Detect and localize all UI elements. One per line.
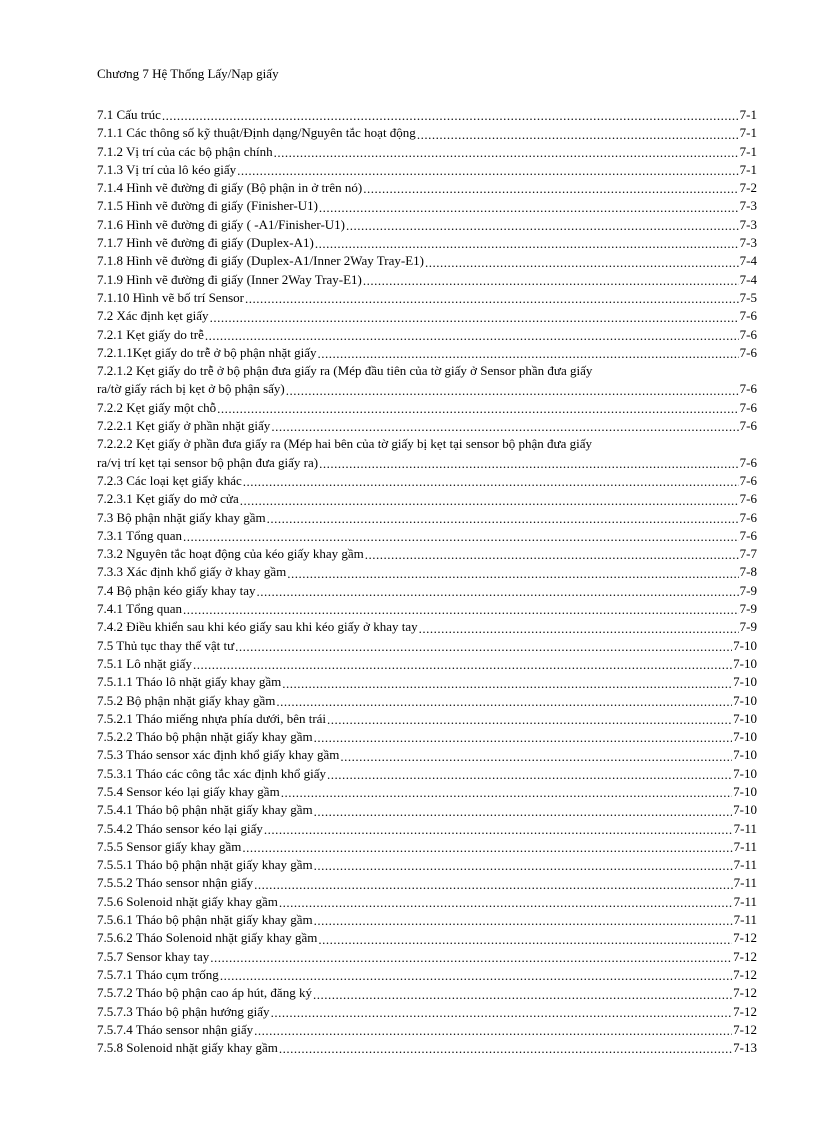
toc-entry-label: 7.1.9 Hình vẽ đường đi giấy (Inner 2Way Tray-E1) bbox=[97, 271, 362, 287]
dot-leader bbox=[245, 294, 739, 304]
dot-leader bbox=[193, 660, 732, 670]
dot-leader bbox=[327, 715, 732, 725]
table-of-contents bbox=[97, 106, 757, 1057]
toc-entry-label: 7.5.7.4 Tháo sensor nhận giấy bbox=[97, 1021, 254, 1037]
dot-leader bbox=[425, 258, 739, 268]
toc-entry-label: 7.1.7 Hình vẽ đường đi giấy (Duplex-A1) bbox=[97, 235, 314, 251]
toc-entry-label: 7.5.7 Sensor khay tay bbox=[97, 948, 210, 964]
dot-leader bbox=[183, 605, 739, 615]
toc-entry-page-number: 7-6 bbox=[739, 472, 757, 488]
dot-leader bbox=[318, 349, 739, 359]
toc-entry-page-number: 7-9 bbox=[739, 582, 757, 598]
toc-entry-page-number: 7-9 bbox=[739, 601, 757, 617]
dot-leader bbox=[363, 276, 739, 286]
dot-leader bbox=[235, 642, 732, 652]
toc-entry-label: 7.5.1 Lô nhặt giấy bbox=[97, 655, 192, 671]
dot-leader bbox=[237, 166, 739, 176]
dot-leader bbox=[220, 971, 732, 981]
toc-entry-label: 7.5.7.1 Tháo cụm trống bbox=[97, 966, 219, 982]
toc-entry-page-number: 7-5 bbox=[739, 289, 757, 305]
dot-leader bbox=[210, 953, 732, 963]
toc-entry bbox=[97, 307, 757, 325]
toc-entry bbox=[97, 966, 757, 984]
toc-entry bbox=[97, 948, 757, 966]
toc-entry bbox=[97, 783, 757, 801]
toc-entry bbox=[97, 563, 757, 581]
dot-leader bbox=[274, 148, 739, 158]
dot-leader bbox=[319, 459, 739, 469]
toc-entry-page-number: 7-11 bbox=[733, 838, 757, 854]
toc-entry bbox=[97, 545, 757, 563]
toc-entry-page-number: 7-11 bbox=[733, 893, 757, 909]
toc-entry bbox=[97, 509, 757, 527]
toc-entry-page-number: 7-6 bbox=[739, 418, 757, 434]
toc-entry-page-number: 7-10 bbox=[733, 747, 757, 763]
toc-entry bbox=[97, 746, 757, 764]
dot-leader bbox=[340, 752, 732, 762]
toc-entry bbox=[97, 527, 757, 545]
toc-entry bbox=[97, 838, 757, 856]
dot-leader bbox=[287, 569, 738, 579]
toc-entry-page-number: 7-10 bbox=[733, 802, 757, 818]
toc-entry-page-number: 7-2 bbox=[739, 180, 757, 196]
toc-entry-page-number: 7-4 bbox=[739, 253, 757, 269]
dot-leader bbox=[315, 239, 739, 249]
toc-entry-label: 7.1 Cấu trúc bbox=[97, 107, 161, 122]
toc-entry bbox=[97, 692, 757, 710]
toc-entry-page-number: 7-6 bbox=[739, 344, 757, 360]
toc-entry bbox=[97, 326, 757, 344]
toc-entry-label: 7.5.7.3 Tháo bộ phận hướng giấy bbox=[97, 1003, 270, 1019]
toc-entry bbox=[97, 106, 757, 124]
dot-leader bbox=[314, 861, 733, 871]
toc-entry-label: 7.5.2.2 Tháo bộ phận nhặt giấy khay gầm bbox=[97, 729, 313, 745]
toc-entry-label: 7.5.6.1 Tháo bộ phận nhặt giấy khay gầm bbox=[97, 912, 313, 928]
toc-entry-page-number: 7-10 bbox=[733, 674, 757, 690]
dot-leader bbox=[313, 990, 732, 1000]
dot-leader bbox=[318, 935, 732, 945]
toc-entry-page-number: 7-1 bbox=[739, 125, 757, 141]
toc-entry-label: 7.2 Xác định kẹt giấy bbox=[97, 308, 209, 324]
dot-leader bbox=[279, 1044, 732, 1054]
toc-entry bbox=[97, 362, 757, 399]
toc-entry-label: 7.5.6 Solenoid nhặt giấy khay gầm bbox=[97, 893, 278, 909]
dot-leader bbox=[243, 477, 739, 487]
toc-entry-label: 7.1.3 Vị trí của lô kéo giấy bbox=[97, 161, 237, 177]
toc-entry-label: 7.5.4 Sensor kéo lại giấy khay gầm bbox=[97, 783, 280, 799]
toc-entry-page-number: 7-9 bbox=[739, 619, 757, 635]
dot-leader bbox=[271, 1008, 733, 1018]
dot-leader bbox=[281, 788, 732, 798]
dot-leader bbox=[276, 697, 732, 707]
toc-entry-page-number: 7-12 bbox=[733, 948, 757, 964]
toc-entry-label: 7.2.1 Kẹt giấy do trễ bbox=[97, 326, 204, 342]
toc-entry bbox=[97, 1039, 757, 1057]
toc-entry-label: 7.1.10 Hình vẽ bố trí Sensor bbox=[97, 289, 244, 305]
toc-entry-label: ra/vị trí kẹt tại sensor bộ phận đưa giấy ra) bbox=[97, 454, 319, 470]
toc-entry bbox=[97, 856, 757, 874]
chapter-title: Chương 7 Hệ Thống Lấy/Nạp giấy bbox=[97, 66, 279, 81]
toc-entry-label: 7.5.4.1 Tháo bộ phận nhặt giấy khay gầm bbox=[97, 802, 313, 818]
dot-leader bbox=[417, 130, 739, 140]
toc-entry bbox=[97, 472, 757, 490]
document-page bbox=[97, 64, 757, 1057]
toc-entry bbox=[97, 252, 757, 270]
toc-entry-label: 7.5.3 Tháo sensor xác định khổ giấy khay gầm bbox=[97, 747, 340, 763]
toc-entry-page-number: 7-12 bbox=[733, 930, 757, 946]
toc-entry-page-number: 7-10 bbox=[733, 710, 757, 726]
toc-entry bbox=[97, 710, 757, 728]
toc-entry-page-number: 7-10 bbox=[733, 692, 757, 708]
toc-entry bbox=[97, 161, 757, 179]
toc-entry bbox=[97, 893, 757, 911]
toc-entry-label: 7.1.5 Hình vẽ đường đi giấy (Finisher-U1) bbox=[97, 198, 318, 214]
toc-entry-label: 7.2.2.2 Kẹt giấy ở phần đưa giấy ra (Mép hai bên của tờ giấy bị kẹt tại sensor bộ phận đưa giấy bbox=[97, 436, 592, 452]
toc-entry-page-number: 7-11 bbox=[733, 820, 757, 836]
dot-leader bbox=[254, 1026, 732, 1036]
toc-entry-label: 7.5.3.1 Tháo các công tắc xác định khổ giấy bbox=[97, 765, 326, 781]
toc-entry bbox=[97, 673, 757, 691]
dot-leader bbox=[254, 880, 733, 890]
toc-entry bbox=[97, 490, 757, 508]
toc-entry-page-number: 7-10 bbox=[733, 783, 757, 799]
toc-entry bbox=[97, 399, 757, 417]
toc-entry bbox=[97, 289, 757, 307]
toc-entry-label: 7.5.5.2 Tháo sensor nhận giấy bbox=[97, 875, 254, 891]
toc-entry-label: 7.3.3 Xác định khổ giấy ở khay gầm bbox=[97, 564, 287, 580]
toc-entry-label: 7.1.1 Các thông số kỹ thuật/Định dạng/Nguyên tắc hoạt động bbox=[97, 125, 416, 141]
toc-entry bbox=[97, 344, 757, 362]
dot-leader bbox=[271, 422, 738, 432]
toc-entry-page-number: 7-10 bbox=[733, 729, 757, 745]
toc-entry-label: 7.3.2 Nguyên tắc hoạt động của kéo giấy khay gầm bbox=[97, 546, 364, 562]
toc-entry-page-number: 7-13 bbox=[733, 1040, 757, 1056]
toc-entry-page-number: 7-12 bbox=[733, 1003, 757, 1019]
toc-entry-label: 7.2.3.1 Kẹt giấy do mở cửa bbox=[97, 491, 239, 507]
toc-entry bbox=[97, 1003, 757, 1021]
toc-entry bbox=[97, 179, 757, 197]
toc-entry bbox=[97, 216, 757, 234]
toc-entry-label: 7.5.5 Sensor giấy khay gầm bbox=[97, 838, 242, 854]
toc-entry-page-number: 7-6 bbox=[739, 326, 757, 342]
toc-entry bbox=[97, 637, 757, 655]
toc-entry-label: 7.5.5.1 Tháo bộ phận nhặt giấy khay gầm bbox=[97, 857, 313, 873]
toc-entry bbox=[97, 143, 757, 161]
toc-entry bbox=[97, 728, 757, 746]
dot-leader bbox=[346, 221, 739, 231]
dot-leader bbox=[327, 770, 732, 780]
toc-entry-page-number: 7-10 bbox=[733, 637, 757, 653]
toc-entry-label: 7.2.2.1 Kẹt giấy ở phần nhặt giấy bbox=[97, 418, 271, 434]
toc-entry-page-number: 7-6 bbox=[739, 491, 757, 507]
toc-entry-label: 7.5.4.2 Tháo sensor kéo lại giấy bbox=[97, 820, 263, 836]
toc-entry-label: 7.4.1 Tổng quan bbox=[97, 601, 182, 617]
toc-entry-label: 7.4 Bộ phận kéo giấy khay tay bbox=[97, 582, 256, 598]
dot-leader bbox=[279, 898, 733, 908]
dot-leader bbox=[314, 916, 733, 926]
toc-entry-page-number: 7-11 bbox=[733, 875, 757, 891]
toc-entry-page-number: 7-8 bbox=[739, 564, 757, 580]
toc-entry bbox=[97, 911, 757, 929]
toc-entry bbox=[97, 655, 757, 673]
toc-entry-page-number: 7-6 bbox=[739, 308, 757, 324]
dot-leader bbox=[210, 313, 739, 323]
toc-entry-label: 7.1.6 Hình vẽ đường đi giấy ( -A1/Finisher-U1) bbox=[97, 216, 345, 232]
toc-entry bbox=[97, 984, 757, 1002]
dot-leader bbox=[419, 624, 739, 634]
toc-entry bbox=[97, 618, 757, 636]
toc-entry-page-number: 7-11 bbox=[733, 857, 757, 873]
dot-leader bbox=[319, 203, 739, 213]
toc-entry-label: 7.5.2.1 Tháo miếng nhựa phía dưới, bên trái bbox=[97, 710, 327, 726]
dot-leader bbox=[183, 532, 739, 542]
toc-entry-label: ra/tờ giấy rách bị kẹt ở bộ phận sấy) bbox=[97, 381, 285, 397]
toc-entry-label: 7.2.2 Kẹt giấy một chỗ bbox=[97, 399, 217, 415]
toc-entry bbox=[97, 417, 757, 435]
dot-leader bbox=[217, 404, 739, 414]
dot-leader bbox=[205, 331, 739, 341]
toc-entry-label: 7.2.1.2 Kẹt giấy do trễ ở bộ phận đưa giấy ra (Mép đầu tiên của tờ giấy ở Sensor phần đưa giấy bbox=[97, 363, 593, 379]
toc-entry bbox=[97, 124, 757, 142]
toc-entry-page-number: 7-1 bbox=[739, 161, 757, 177]
dot-leader bbox=[365, 550, 739, 560]
toc-entry-page-number: 7-6 bbox=[739, 381, 757, 397]
toc-entry-page-number: 7-6 bbox=[739, 454, 757, 470]
toc-entry-label: 7.5 Thủ tục thay thế vật tư bbox=[97, 637, 235, 653]
dot-leader bbox=[264, 825, 733, 835]
toc-entry-page-number: 7-12 bbox=[733, 985, 757, 1001]
toc-entry-label: 7.3.1 Tổng quan bbox=[97, 527, 182, 543]
toc-entry bbox=[97, 271, 757, 289]
toc-entry-page-number: 7-3 bbox=[739, 216, 757, 232]
toc-entry-page-number: 7-10 bbox=[733, 655, 757, 671]
toc-entry-label: 7.1.2 Vị trí của các bộ phận chính bbox=[97, 143, 273, 159]
dot-leader bbox=[314, 733, 732, 743]
toc-entry-page-number: 7-7 bbox=[739, 546, 757, 562]
toc-entry-line bbox=[97, 362, 757, 380]
dot-leader bbox=[363, 184, 738, 194]
toc-entry-label: 7.3 Bộ phận nhặt giấy khay gầm bbox=[97, 509, 266, 525]
toc-entry bbox=[97, 234, 757, 252]
toc-entry bbox=[97, 801, 757, 819]
toc-entry-page-number: 7-6 bbox=[739, 527, 757, 543]
toc-entry-page-number: 7-12 bbox=[733, 966, 757, 982]
toc-entry-label: 7.5.2 Bộ phận nhặt giấy khay gầm bbox=[97, 692, 276, 708]
toc-entry-page-number: 7-3 bbox=[739, 235, 757, 251]
toc-entry-label: 7.2.1.1Kẹt giấy do trễ ở bộ phận nhặt giấy bbox=[97, 344, 317, 360]
toc-entry-page-number: 7-4 bbox=[739, 271, 757, 287]
toc-entry bbox=[97, 765, 757, 783]
toc-entry-label: 7.5.7.2 Tháo bộ phận cao áp hút, đăng ký bbox=[97, 985, 312, 1001]
toc-entry-page-number: 7-1 bbox=[739, 107, 757, 122]
toc-entry-label: 7.5.8 Solenoid nhặt giấy khay gầm bbox=[97, 1040, 278, 1056]
toc-entry bbox=[97, 582, 757, 600]
dot-leader bbox=[282, 679, 732, 689]
toc-entry-line bbox=[97, 380, 757, 398]
dot-leader bbox=[240, 496, 739, 506]
toc-entry bbox=[97, 874, 757, 892]
toc-entry-page-number: 7-10 bbox=[733, 765, 757, 781]
toc-entry-line bbox=[97, 454, 757, 472]
toc-entry-page-number: 7-6 bbox=[739, 509, 757, 525]
dot-leader bbox=[242, 843, 732, 853]
toc-entry-page-number: 7-6 bbox=[739, 399, 757, 415]
toc-entry bbox=[97, 600, 757, 618]
toc-entry bbox=[97, 435, 757, 472]
dot-leader bbox=[267, 514, 739, 524]
toc-entry-label: 7.1.8 Hình vẽ đường đi giấy (Duplex-A1/Inner 2Way Tray-E1) bbox=[97, 253, 424, 269]
toc-entry-label: 7.1.4 Hình vẽ đường đi giấy (Bộ phận in ở trên nó) bbox=[97, 180, 363, 196]
dot-leader bbox=[162, 111, 739, 121]
toc-entry-label: 7.4.2 Điều khiển sau khi kéo giấy sau khi kéo giấy ở khay tay bbox=[97, 619, 418, 635]
toc-entry-page-number: 7-1 bbox=[739, 143, 757, 159]
dot-leader bbox=[286, 386, 739, 396]
toc-entry-label: 7.5.6.2 Tháo Solenoid nhặt giấy khay gầm bbox=[97, 930, 318, 946]
toc-entry bbox=[97, 1021, 757, 1039]
toc-entry bbox=[97, 197, 757, 215]
toc-entry bbox=[97, 820, 757, 838]
toc-entry-label: 7.2.3 Các loại kẹt giấy khác bbox=[97, 472, 242, 488]
toc-entry bbox=[97, 929, 757, 947]
toc-entry-page-number: 7-11 bbox=[733, 912, 757, 928]
toc-entry-page-number: 7-12 bbox=[733, 1021, 757, 1037]
dot-leader bbox=[314, 807, 732, 817]
toc-entry-label: 7.5.1.1 Tháo lô nhặt giấy khay gầm bbox=[97, 674, 282, 690]
dot-leader bbox=[257, 587, 739, 597]
toc-entry-line bbox=[97, 435, 757, 453]
toc-entry-page-number: 7-3 bbox=[739, 198, 757, 214]
